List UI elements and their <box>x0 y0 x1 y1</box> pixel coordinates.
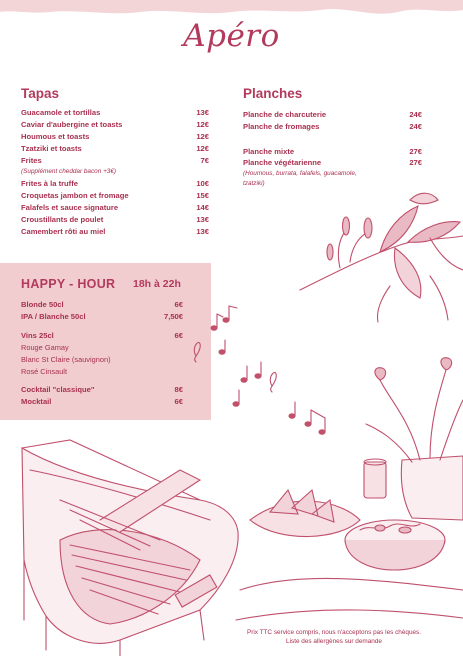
item-price: 6€ <box>174 331 183 340</box>
frites-note: (Supplément cheddar bacon +3€) <box>21 168 117 175</box>
item-price: 6€ <box>174 300 183 309</box>
item-price: 12€ <box>196 120 209 129</box>
item-price: 10€ <box>196 179 209 188</box>
item-price: 15€ <box>196 191 209 200</box>
item-price: 7,50€ <box>163 312 183 321</box>
piano-illustration <box>22 440 238 656</box>
item-name: Tzatziki et toasts <box>21 144 82 153</box>
wine-option: Rosé Cinsault <box>21 367 68 376</box>
footer-line2: Liste des allergènes sur demande <box>286 638 382 645</box>
item-price: 27€ <box>409 158 422 167</box>
item-price: 12€ <box>196 144 209 153</box>
item-name: Blonde 50cl <box>21 300 64 309</box>
item-price: 27€ <box>409 147 422 156</box>
wine-option: Rouge Gamay <box>21 343 69 352</box>
item-price: 12€ <box>196 132 209 141</box>
item-name: Planche de fromages <box>243 122 320 131</box>
item-name: Caviar d'aubergine et toasts <box>21 120 123 129</box>
item-price: 14€ <box>196 203 209 212</box>
item-name: Croquetas jambon et fromage <box>21 191 129 200</box>
item-name: Falafels et sauce signature <box>21 203 119 212</box>
veg-note-line1: (Houmous, burrata, falafels, guacamole, <box>243 170 357 177</box>
item-name: Houmous et toasts <box>21 132 90 141</box>
item-price: 13€ <box>196 108 209 117</box>
item-price: 24€ <box>409 122 422 131</box>
music-notes-icon <box>33 306 325 498</box>
item-name: Cocktail "classique" <box>21 385 95 394</box>
item-name: Planche végétarienne <box>243 158 322 167</box>
item-name: Camembert rôti au miel <box>21 227 106 236</box>
item-price: 7€ <box>200 156 209 165</box>
item-price: 8€ <box>174 385 183 394</box>
item-name: Croustillants de poulet <box>21 215 104 224</box>
snacks-illustration <box>236 358 463 620</box>
item-name: Planche de charcuterie <box>243 110 327 119</box>
tapas-heading: Tapas <box>21 86 60 101</box>
item-name: Guacamole et tortillas <box>21 108 101 117</box>
footer-line1: Prix TTC service compris, nous n'acceptons pas les chèques. <box>246 629 422 636</box>
happy-hour-title: HAPPY - HOUR <box>21 277 116 291</box>
happy-hour-time: 18h à 22h <box>133 278 181 290</box>
item-price: 6€ <box>174 397 183 406</box>
item-name: Planche mixte <box>243 147 295 156</box>
item-name: IPA / Blanche 50cl <box>21 312 86 321</box>
veg-note-line2: tzatziki) <box>243 180 265 187</box>
item-price: 13€ <box>196 215 209 224</box>
item-name: Vins 25cl <box>21 331 54 340</box>
item-price: 24€ <box>409 110 422 119</box>
item-price: 13€ <box>196 227 209 236</box>
wine-option: Blanc St Claire (sauvignon) <box>21 355 111 364</box>
botanical-illustration <box>300 193 463 322</box>
item-name: Frites <box>21 156 42 165</box>
item-name: Frites à la truffe <box>21 179 78 188</box>
item-name: Mocktail <box>21 397 52 406</box>
footer-note <box>214 628 454 646</box>
page-title: Apéro <box>183 18 280 54</box>
planches-heading: Planches <box>243 86 303 101</box>
